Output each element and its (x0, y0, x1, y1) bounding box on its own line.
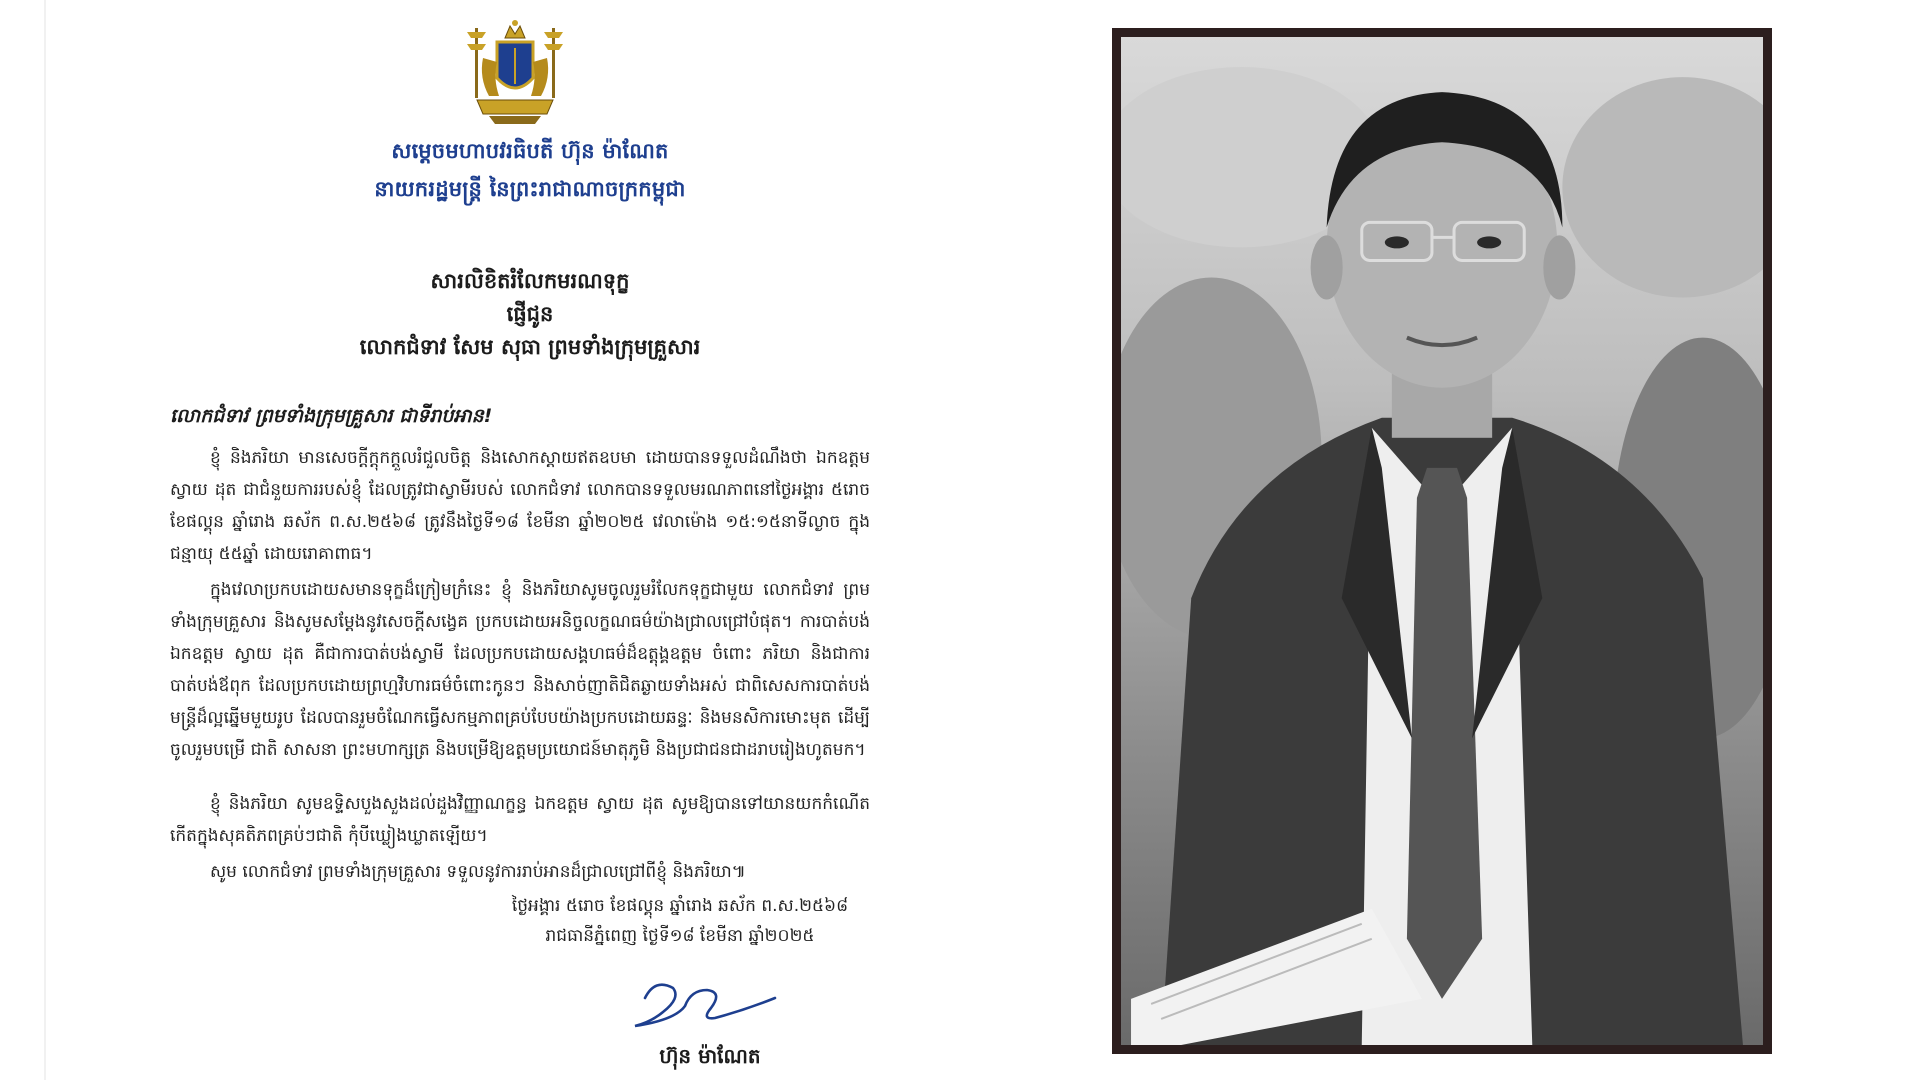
page-left-edge (44, 0, 46, 1080)
handwritten-signature (615, 968, 785, 1038)
signer-name: ហ៊ុន ម៉ាណែត (659, 1044, 761, 1068)
salutation: លោកជំទាវ ព្រមទាំងក្រុមគ្រួសារ ជាទីរាប់អាន! (170, 405, 493, 427)
paragraph-3: ខ្ញុំ និងភរិយា សូមឧទ្ទិសបួងសួងដល់ដួងវិញ្ញាណក្ខន្ធ ឯកឧត្តម ស្វាយ ដុត សូមឱ្យបានទៅយានយកកំណើតកើតក្នុងសុគតិភពគ្រប់ៗជាតិ កុំបីឃ្លៀងឃ្លាតឡើយ។ (170, 794, 870, 846)
portrait-photo (1121, 37, 1763, 1045)
date-lunar: ថ្ងៃអង្គារ ៥រោច ខែផល្គុន ឆ្នាំរោង ឆស័ក ព.ស.២៥៦៨ (511, 896, 849, 916)
sender-position: នាយករដ្ឋមន្ត្រី នៃព្រះរាជាណាចក្រកម្ពុជា (374, 177, 686, 201)
letter-subtitle: ផ្ញើជូន (506, 302, 554, 326)
paragraph-4: សូម លោកជំទាវ ព្រមទាំងក្រុមគ្រួសារ ទទួលនូវការរាប់អានដ៏ជ្រាលជ្រៅពីខ្ញុំ និងភរិយា៕ (210, 862, 746, 882)
paragraph-1: ខ្ញុំ និងភរិយា មានសេចក្តីក្តុកក្តួលរំជួលចិត្ត និងសោកស្តាយឥតឧបមា ដោយបានទទួលដំណឹងថា ឯកឧត្តម ស្វាយ ដុត ជាជំនួយការរបស់ខ្ញុំ ដែលត្រូវជាស្វាមីរបស់ លោកជំទាវ លោកបានទទួលមរណភាពនៅថ្ងៃអង្គារ ៥រោច ខែផល្គុន ឆ្នាំរោង ឆស័ក ព.ស.២៥៦៨ ត្រូវនឹងថ្ងៃទី១៨ ខែមីនា ឆ្នាំ២០២៥ វេលាម៉ោង ១៥:១៥នាទីល្ងាច ក្នុងជន្មាយុ ៥៥ឆ្នាំ ដោយរោគាពាធ។ (170, 448, 870, 564)
portrait-photo-frame (1112, 28, 1772, 1054)
condolence-letter (160, 18, 900, 1068)
date-solar: រាជធានីភ្នំពេញ ថ្ងៃទី១៨ ខែមីនា ឆ្នាំ២០២៥ (545, 926, 815, 946)
paragraph-2: ក្នុងវេលាប្រកបដោយសមានទុក្ខដ៏ក្រៀមក្រំនេះ ខ្ញុំ និងភរិយាសូមចូលរួមរំលែកទុក្ខជាមួយ លោកជំទាវ ព្រមទាំងក្រុមគ្រួសារ និងសូមសម្តែងនូវសេចក្តីសង្វេគ ប្រកបដោយអនិច្ចលក្ខណធម៌យ៉ាងជ្រាលជ្រៅបំផុត។ ការបាត់បង់ ឯកឧត្តម ស្វាយ ដុត គឺជាការបាត់បង់ស្វាមី ដែលប្រកបដោយសង្គហធម៌ដ៏ឧត្តុង្គឧត្តម ចំពោះ ភរិយា និងជាការបាត់បង់ឪពុក ដែលប្រកបដោយព្រហ្មវិហារធម៌ចំពោះកូនៗ និងសាច់ញាតិជិតឆ្ងាយទាំងអស់ ជាពិសេសការបាត់បង់មន្ត្រីដ៏ល្អឆ្នើមមួយរូប ដែលបានរួមចំណែកធ្វើសកម្មភាពគ្រប់បែបយ៉ាងប្រកបដោយឆន្ទៈ និងមនសិការមោះមុត ដើម្បីចូលរួមបម្រើ ជាតិ សាសនា ព្រះមហាក្សត្រ និងបម្រើឱ្យឧត្តមប្រយោជន៍មាតុភូមិ និងប្រជាជនជាដរាបរៀងហូតមក។ (170, 580, 870, 760)
letter-title: សារលិខិតរំលែកមរណទុក្ខ (430, 269, 630, 293)
royal-coat-of-arms-icon (455, 18, 575, 128)
letter-recipient: លោកជំទាវ សែម សុធា ព្រមទាំងក្រុមគ្រួសារ (359, 335, 701, 359)
sender-name: សម្តេចមហាបវរធិបតី ហ៊ុន ម៉ាណែត (391, 139, 669, 163)
